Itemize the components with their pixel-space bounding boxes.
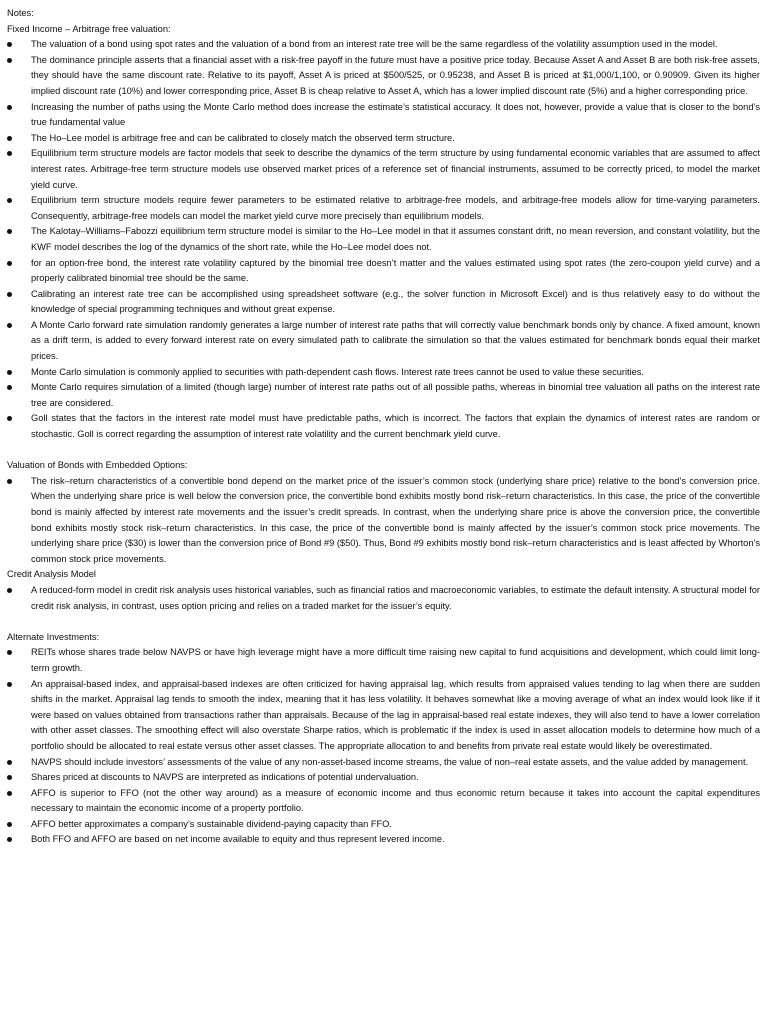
- notes-document: [7, 6, 760, 848]
- bullet-dot-icon: [7, 42, 12, 47]
- bullet-item: [7, 287, 760, 318]
- bullet-dot-icon: [7, 292, 12, 297]
- bullet-list: [7, 583, 760, 614]
- bullet-text: AFFO better approximates a company’s sustainable dividend-paying capacity than FFO.: [31, 818, 392, 829]
- bullet-text: Goll states that the factors in the interest rate model must have predictable paths, which is incorrect. The factors that explain the dynamics of interest rates are random or stochastic. Goll is correct regarding the assumption of interest rate volatility and the current benchmark yield curve.: [31, 413, 760, 440]
- bullet-item: [7, 146, 760, 193]
- bullet-item: [7, 318, 760, 365]
- bullet-dot-icon: [7, 682, 12, 687]
- bullet-dot-icon: [7, 837, 12, 842]
- bullet-text: Equilibrium term structure models are factor models that seek to describe the dynamics of the term structure by using fundamental economic variables that are assumed to affect interest rates. Arbitrage-free term structure models use observed market prices of a reference set of financial instruments, assumed to be correctly priced, to model the market yield curve.: [31, 148, 760, 190]
- bullet-dot-icon: [7, 822, 12, 827]
- bullet-text: The risk–return characteristics of a convertible bond depend on the market price of the issuer’s common stock (underlying share price) relative to the bond’s conversion price. When the underlying share price is well below the conversion price, the convertible bond exhibits mostly bond risk–return characteristics. In this case, the price of the convertible bond is mainly affected by interest rate movements and the issuer’s credit spreads. In contrast, when the underlying share price is above the conversion price, the convertible bond exhibits mostly stock risk–return characteristics. In this case, the price of the convertible bond is mainly affected by the issuer’s common stock price movements. The underlying share price ($30) is lower than the conversion price of Bond #9 ($50). Thus, Bond #9 exhibits mostly bond risk–return characteristics and is least affected by Whorton’s common stock price movements.: [31, 475, 760, 564]
- bullet-text: Both FFO and AFFO are based on net income available to equity and thus represent levered income.: [31, 834, 445, 845]
- section-alternate-investments: [7, 630, 760, 848]
- bullet-item: [7, 380, 760, 411]
- bullet-list: [7, 37, 760, 442]
- bullet-item: [7, 224, 760, 255]
- bullet-item: [7, 677, 760, 755]
- bullet-dot-icon: [7, 229, 12, 234]
- bullet-text: for an option-free bond, the interest rate volatility captured by the binomial tree doesn’t matter and the values estimated using spot rates (the zero-coupon yield curve) and a properly calibrated binomial tree should be the same.: [31, 257, 760, 284]
- bullet-dot-icon: [7, 370, 12, 375]
- bullet-dot-icon: [7, 105, 12, 110]
- bullet-dot-icon: [7, 58, 12, 63]
- bullet-item: [7, 474, 760, 568]
- bullet-item: [7, 256, 760, 287]
- bullet-item: [7, 131, 760, 147]
- bullet-item: [7, 193, 760, 224]
- bullet-text: NAVPS should include investors’ assessments of the value of any non-asset-based income streams, the value of non–real estate assets, and the value added by management.: [31, 756, 749, 767]
- bullet-item: [7, 770, 760, 786]
- bullet-dot-icon: [7, 261, 12, 266]
- notes-title: Notes:: [7, 8, 34, 18]
- bullet-dot-icon: [7, 323, 12, 328]
- bullet-text: A reduced-form model in credit risk analysis uses historical variables, such as financial ratios and macroeconomic variables, to estimate the default intensity. A structural model for credit risk analysis, in contrast, uses option pricing and relies on a traded market for the issuer’s equity.: [31, 584, 760, 611]
- bullet-text: Equilibrium term structure models require fewer parameters to be estimated relative to arbitrage-free models, and arbitrage-free models allow for time-varying parameters. Consequently, arbitrage-free models can model the market yield curve more precisely than equilibrium models.: [31, 195, 760, 221]
- section-heading: Alternate Investments:: [7, 631, 100, 642]
- bullet-text: Shares priced at discounts to NAVPS are interpreted as indications of potential undervaluation.: [31, 772, 419, 783]
- bullet-item: [7, 583, 760, 614]
- section-heading: Valuation of Bonds with Embedded Options:: [7, 460, 188, 471]
- bullet-text: REITs whose shares trade below NAVPS or have high leverage might have a more difficult time raising new capital to fund acquisitions and development, which could limit long-term growth.: [31, 647, 760, 673]
- section-fixed-income-arbitrage-free-valuation: [7, 22, 760, 443]
- bullet-dot-icon: [7, 151, 12, 156]
- bullet-item: [7, 37, 760, 53]
- bullet-list: [7, 645, 760, 848]
- bullet-text: The Kalotay–Williams–Fabozzi equilibrium term structure model is similar to the Ho–Lee model in that it assumes constant drift, no mean reversion, and constant volatility, but the KWF model describes the log of the dynamics of the short rate, while the Ho–Lee model does not.: [31, 226, 760, 252]
- bullet-item: [7, 365, 760, 381]
- bullet-text: The Ho–Lee model is arbitrage free and can be calibrated to closely match the observed term structure.: [31, 132, 455, 143]
- bullet-item: [7, 645, 760, 676]
- bullet-text: Monte Carlo requires simulation of a limited (though large) number of interest rate paths out of all possible paths, whereas in binomial tree valuation all paths on the interest rate tree are considered.: [31, 382, 760, 408]
- section-heading: Fixed Income – Arbitrage free valuation:: [7, 23, 171, 34]
- bullet-item: [7, 100, 760, 131]
- bullet-item: [7, 786, 760, 817]
- bullet-item: [7, 53, 760, 100]
- bullet-list: [7, 474, 760, 568]
- bullet-dot-icon: [7, 385, 12, 390]
- bullet-text: The valuation of a bond using spot rates and the valuation of a bond from an interest rate tree will be the same regardless of the volatility assumption used in the model.: [31, 39, 718, 50]
- bullet-dot-icon: [7, 479, 12, 484]
- bullet-text: The dominance principle asserts that a financial asset with a risk-free payoff in the future must have a positive price today. Because Asset A and Asset B are both risk-free assets, they should have the same discount rate. Relative to its payoff, Asset A is priced at $500/525, or 0.95238, and Asset B is priced at $1,000/1,100, or 0.90909. Given its higher implied discount rate (10%) and lower corresponding price, Asset B is cheap relative to Asset A, which has a lower implied discount rate (5%) and a higher corresponding price.: [31, 54, 760, 96]
- bullet-text: A Monte Carlo forward rate simulation randomly generates a large number of interest rate paths that will correctly value benchmark bonds only by chance. A fixed amount, known as a drift term, is added to every forward interest rate on every simulated path to calibrate the simulation so that the values estimated for benchmark bonds equal their market prices.: [31, 319, 760, 362]
- section-valuation-of-bonds-with-embedded-options: [7, 458, 760, 567]
- bullet-dot-icon: [7, 791, 12, 796]
- bullet-dot-icon: [7, 760, 12, 765]
- bullet-text: AFFO is superior to FFO (not the other way around) as a measure of economic income and thus economic return because it takes into account the capital expenditures necessary to maintain the economic income of a property portfolio.: [31, 787, 760, 814]
- bullet-item: [7, 411, 760, 442]
- bullet-dot-icon: [7, 650, 12, 655]
- section-spacer: [7, 614, 760, 630]
- section-credit-analysis-model: [7, 567, 760, 614]
- section-spacer: [7, 443, 760, 459]
- bullet-dot-icon: [7, 198, 12, 203]
- bullet-item: [7, 755, 760, 771]
- bullet-text: Calibrating an interest rate tree can be accomplished using spreadsheet software (e.g., the solver function in Microsoft Excel) and is thus relatively easy to do without the knowledge of special programming techniques and without great expense.: [31, 288, 760, 315]
- notes-sections: [7, 22, 760, 848]
- bullet-item: [7, 817, 760, 833]
- bullet-item: [7, 832, 760, 848]
- bullet-text: An appraisal-based index, and appraisal-based indexes are often criticized for having appraisal lag, which results from appraised values tending to lag when there are sudden shifts in the market. Appraisal lag tends to smooth the index, meaning that it has less volatility. It behaves somewhat like a moving average of what an index would look like if it were based on values obtained from transactions rather than appraisals. Because of the lag in appraisal-based real estate indexes, they will also tend to have a lower correlation with other asset classes. The smoothing effect will also overstate Sharpe ratios, which is problematic if the index is used in asset allocation models to determine how much of a portfolio should be allocated to real estate versus other asset classes. The appropriate allocation to and benefits from private real estate would likely be overestimated.: [31, 678, 760, 751]
- bullet-dot-icon: [7, 416, 12, 421]
- section-heading: Credit Analysis Model: [7, 569, 96, 580]
- bullet-dot-icon: [7, 588, 12, 593]
- bullet-dot-icon: [7, 775, 12, 780]
- bullet-dot-icon: [7, 136, 12, 141]
- bullet-text: Monte Carlo simulation is commonly applied to securities with path-dependent cash flows. Interest rate trees cannot be used to value these securities.: [31, 366, 644, 377]
- bullet-text: Increasing the number of paths using the Monte Carlo method does increase the estimate’s statistical accuracy. It does not, however, provide a value that is closer to the bond’s true fundamental value: [31, 101, 760, 128]
